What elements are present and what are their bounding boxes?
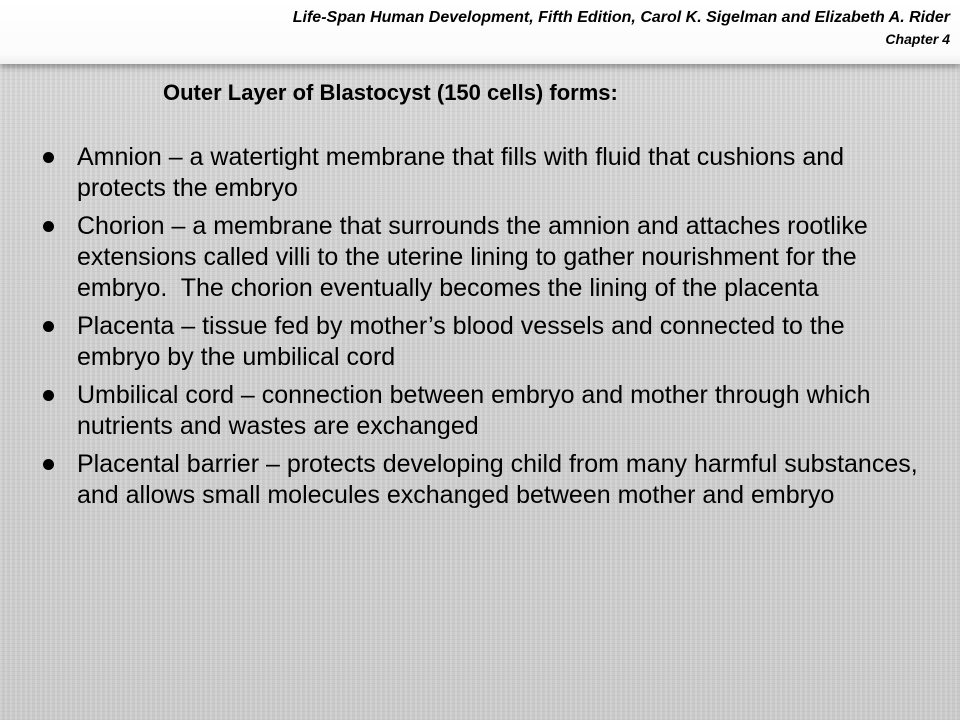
book-citation: Life-Span Human Development, Fifth Edition, Carol K. Sigelman and Elizabeth A. Rider: [292, 9, 950, 26]
bullet-list: [0, 142, 960, 518]
bullet-dot-icon: [43, 459, 54, 470]
bullet-dot-icon: [43, 321, 54, 332]
header-bar: [0, 0, 960, 64]
bullet-dot-icon: [43, 221, 54, 232]
slide-title: Outer Layer of Blastocyst (150 cells) forms:: [163, 80, 618, 105]
bullet-text: Placental barrier – protects developing child from many harmful substances, and allows small molecules exchanged between mother and embryo: [77, 450, 918, 509]
bullet-item-umbilical-cord: [0, 380, 960, 442]
bullet-text: Chorion – a membrane that surrounds the amnion and attaches rootlike extensions called villi to the uterine lining to gather nourishment for the embryo. The chorion eventually becomes the lining of the placenta: [77, 212, 875, 302]
bullet-text: Amnion – a watertight membrane that fills with fluid that cushions and protects the embryo: [77, 143, 845, 202]
bullet-dot-icon: [43, 390, 54, 401]
bullet-item-chorion: [0, 211, 960, 304]
bullet-item-placenta: [0, 311, 960, 373]
bullet-item-placental-barrier: [0, 449, 960, 511]
bullet-dot-icon: [43, 152, 54, 163]
bullet-item-amnion: [0, 142, 960, 204]
chapter-label: Chapter 4: [885, 31, 950, 47]
bullet-text: Placenta – tissue fed by mother’s blood vessels and connected to the embryo by the umbilical cord: [77, 312, 845, 371]
bullet-text: Umbilical cord – connection between embryo and mother through which nutrients and wastes are exchanged: [77, 381, 871, 440]
